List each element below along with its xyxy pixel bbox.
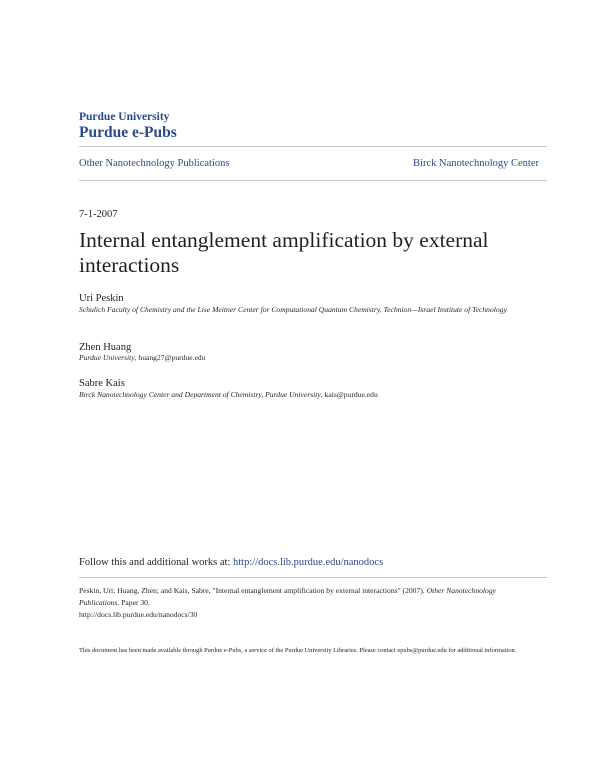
citation-paper-number: Paper 30. bbox=[119, 598, 150, 607]
paper-title: Internal entanglement amplification by external interactions bbox=[79, 228, 489, 277]
author-name: Zhen Huang bbox=[79, 342, 132, 353]
citation-authors-title: Peskin, Uri; Huang, Zhen; and Kais, Sabre, "Internal entanglement amplification by external interactions" (2007). bbox=[79, 586, 427, 595]
availability-notice: This document has been made available through Purdue e-Pubs, a service of the Purdue University Libraries. Please contact epubs@purdue.edu for additional information. bbox=[79, 647, 517, 654]
affiliation-text: Birck Nanotechnology Center and Department of Chemistry, Purdue University bbox=[79, 390, 321, 399]
author-name: Uri Peskin bbox=[79, 293, 124, 304]
publication-date: 7-1-2007 bbox=[79, 209, 118, 220]
recommended-citation bbox=[79, 585, 499, 621]
author-affiliation bbox=[79, 304, 539, 315]
citation-series: Other Nanotechnology Publications. bbox=[79, 586, 496, 607]
author-email[interactable]: , huang27@purdue.edu bbox=[134, 353, 206, 362]
series-link-other-nanotech[interactable]: Other Nanotechnology Publications bbox=[79, 158, 230, 169]
top-divider bbox=[79, 146, 547, 147]
repository-brand[interactable] bbox=[79, 110, 177, 142]
affiliation-text: Schulich Faculty of Chemistry and the Lise Meitner Center for Computational Quantum Chemistry, Technion—Israel Institute of Technology bbox=[79, 305, 507, 314]
author-affiliation bbox=[79, 352, 539, 363]
nanodocs-link[interactable]: http://docs.lib.purdue.edu/nanodocs bbox=[233, 557, 384, 568]
author-name: Sabre Kais bbox=[79, 378, 125, 389]
series-link-birck[interactable]: Birck Nanotechnology Center bbox=[413, 158, 539, 169]
author-affiliation bbox=[79, 389, 539, 400]
author-email[interactable]: , kais@purdue.edu bbox=[320, 390, 378, 399]
affiliation-text: Purdue University bbox=[79, 353, 135, 362]
follow-text: Follow this and additional works at: bbox=[79, 557, 233, 568]
citation-url[interactable]: http://docs.lib.purdue.edu/nanodocs/30 bbox=[79, 610, 198, 619]
series-bar bbox=[79, 158, 539, 172]
university-name: Purdue University bbox=[79, 111, 170, 123]
series-divider bbox=[79, 180, 547, 181]
repository-name: Purdue e-Pubs bbox=[79, 124, 177, 141]
citation-divider bbox=[79, 577, 547, 578]
follow-line bbox=[79, 557, 383, 568]
